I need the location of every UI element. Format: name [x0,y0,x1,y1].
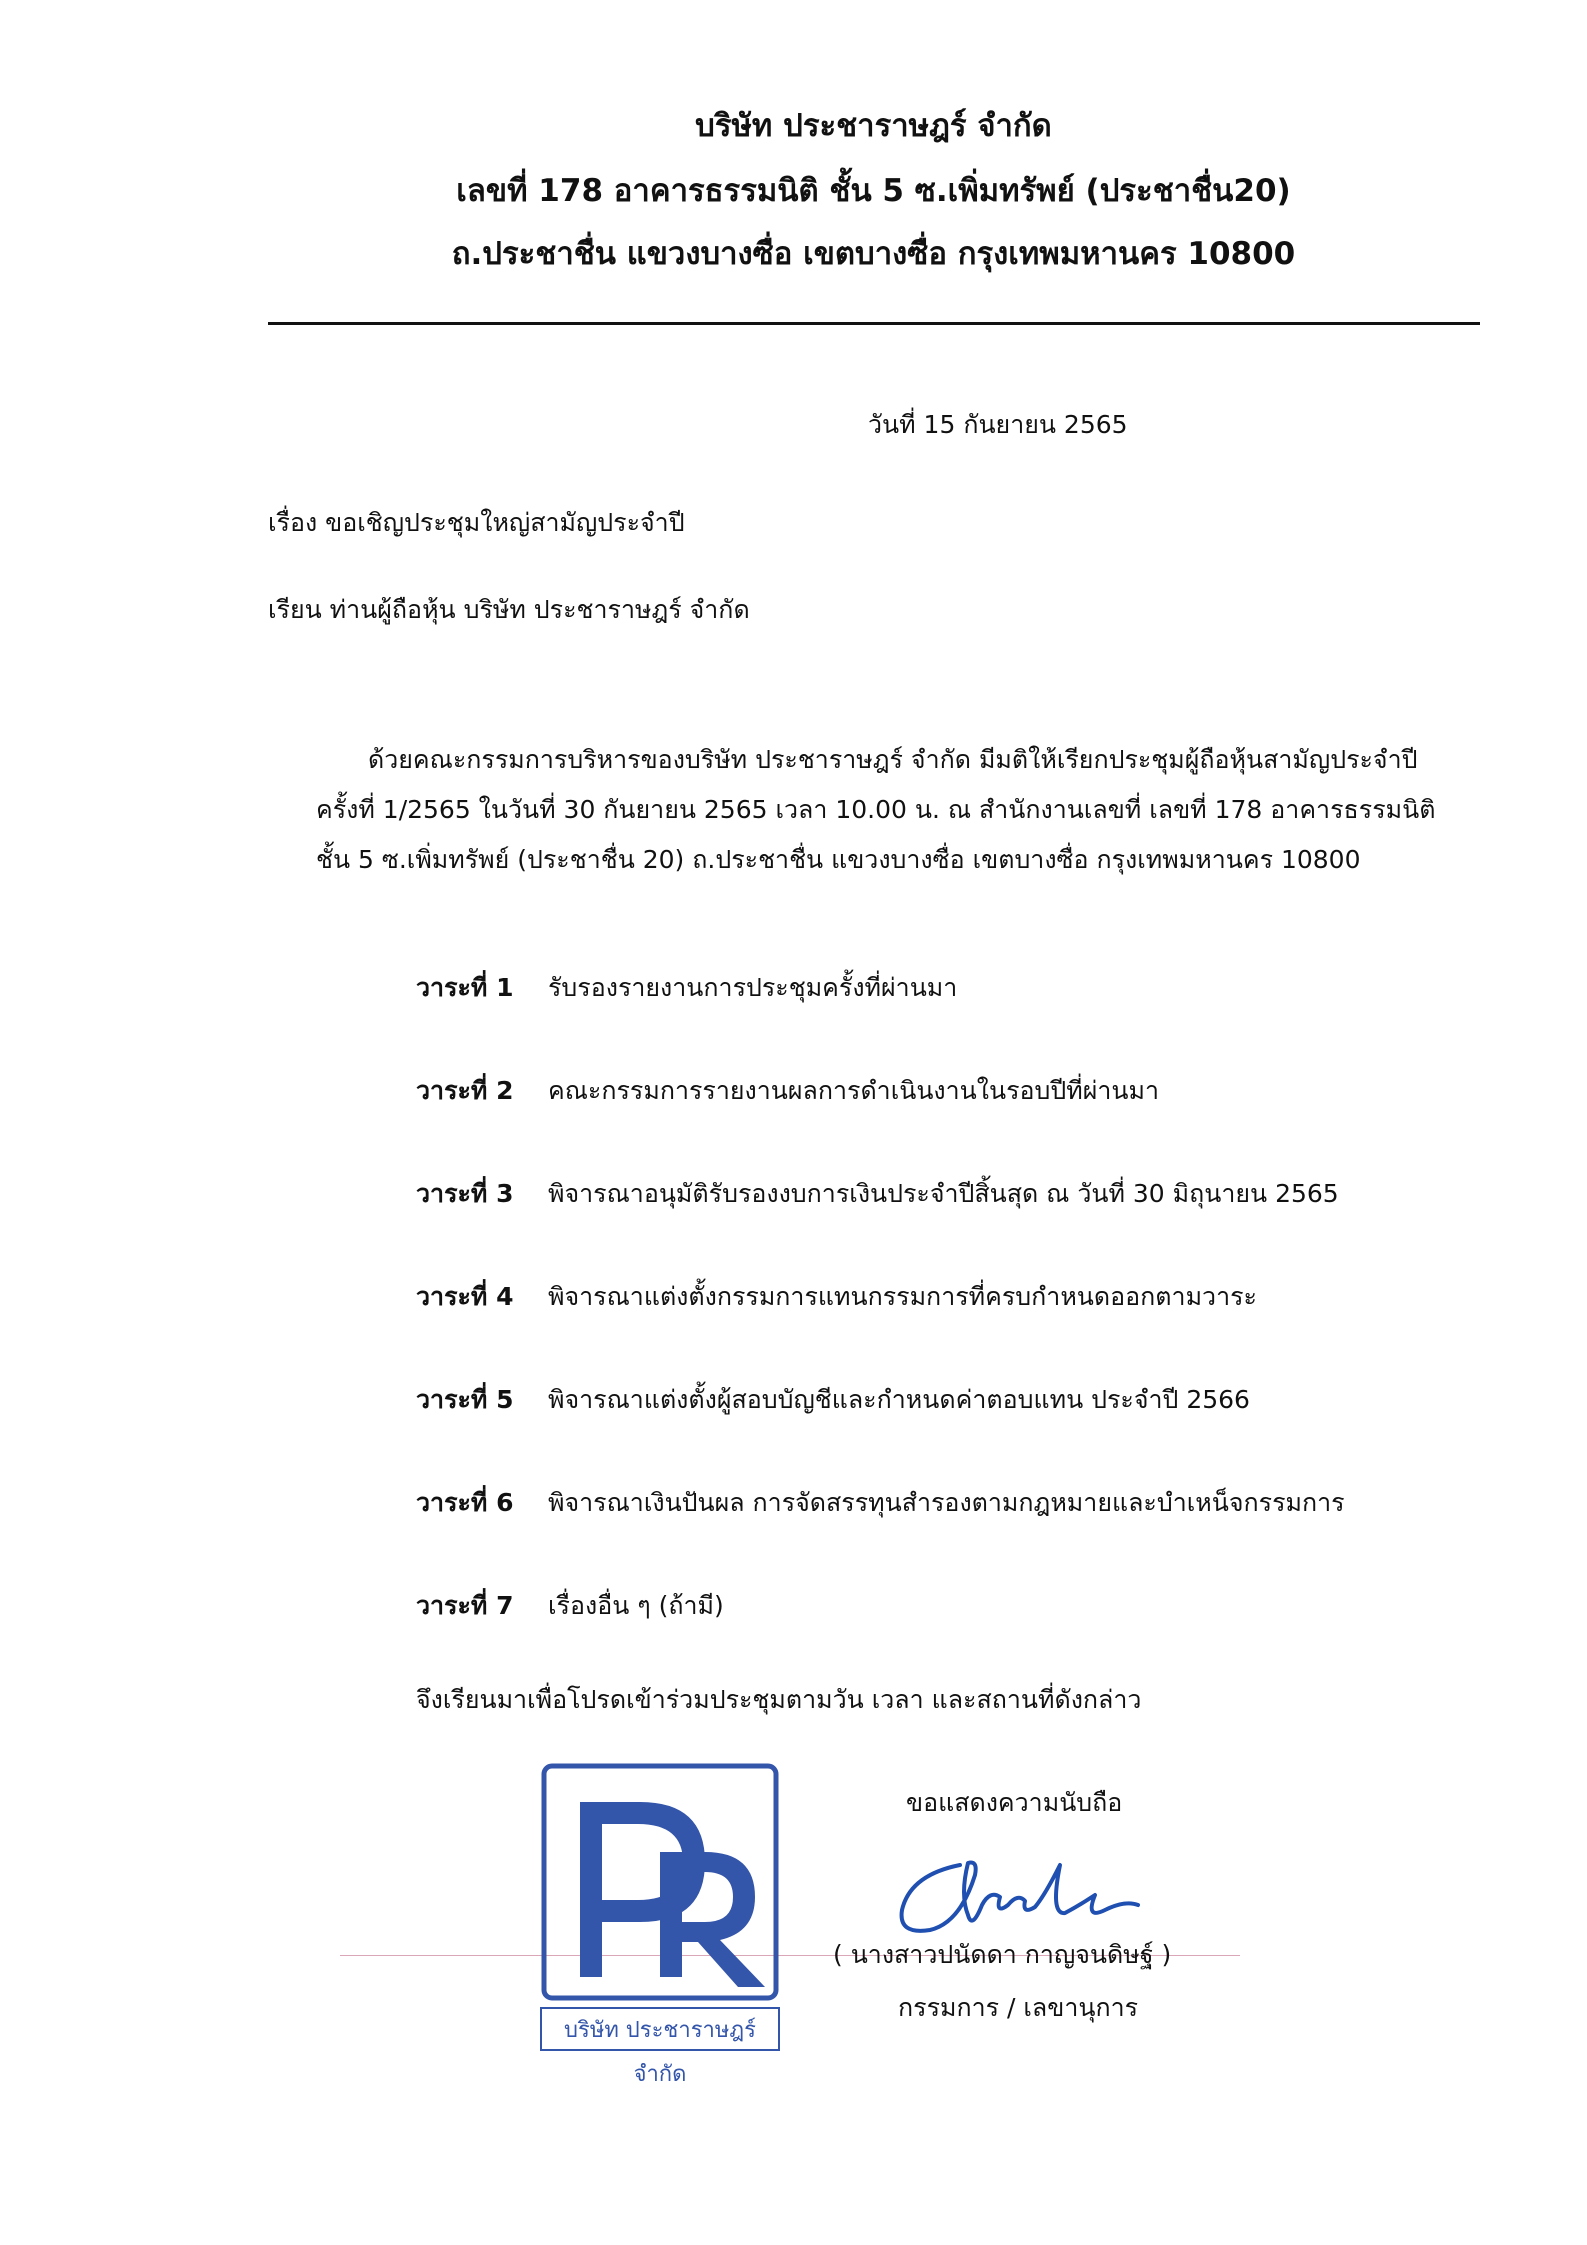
agenda-number: วาระที่ 2 [416,1076,514,1105]
body-line: ครั้งที่ 1/2565 ในวันที่ 30 กันยายน 2565 เวลา 10.00 น. ณ สำนักงานเลขที่ เลขที่ 178 อาคารธรรมนิติ [316,795,1436,824]
agenda-item [416,1586,724,1626]
agenda-number: วาระที่ 6 [416,1488,514,1517]
letter-subject: เรื่อง ขอเชิญประชุมใหญ่สามัญประจำปี [268,508,685,537]
company-name: บริษัท ประชาราษฎร์ จำกัด [695,108,1052,144]
agenda-item [416,968,957,1008]
agenda-item [416,1174,1339,1214]
body-line: ชั้น 5 ซ.เพิ่มทรัพย์ (ประชาชื่น 20) ถ.ประชาชื่น แขวงบางซื่อ เขตบางซื่อ กรุงเทพมหานคร 10800 [316,845,1361,874]
letter-salutation: เรียน ท่านผู้ถือหุ้น บริษัท ประชาราษฎร์ จำกัด [268,595,750,624]
agenda-item [416,1380,1250,1420]
agenda-number: วาระที่ 3 [416,1179,514,1208]
agenda-item [416,1483,1345,1523]
agenda-text: พิจารณาแต่งตั้งกรรมการแทนกรรมการที่ครบกำหนดออกตามวาระ [548,1282,1257,1311]
agenda-text: เรื่องอื่น ๆ (ถ้ามี) [548,1591,724,1620]
company-address-line1: เลขที่ 178 อาคารธรรมนิติ ชั้น 5 ซ.เพิ่มทรัพย์ (ประชาชื่น20) [456,173,1291,209]
agenda-text: พิจารณาอนุมัติรับรองงบการเงินประจำปีสิ้นสุด ณ วันที่ 30 มิถุนายน 2565 [548,1179,1339,1208]
company-stamp [540,1762,780,2087]
agenda-text: คณะกรรมการรายงานผลการดำเนินงานในรอบปีที่ผ่านมา [548,1076,1160,1105]
agenda-number: วาระที่ 5 [416,1385,514,1414]
agenda-item [416,1277,1257,1317]
agenda-text: รับรองรายงานการประชุมครั้งที่ผ่านมา [548,973,958,1002]
agenda-number: วาระที่ 1 [416,973,514,1002]
agenda-text: พิจารณาแต่งตั้งผู้สอบบัญชีและกำหนดค่าตอบแทน ประจำปี 2566 [548,1385,1250,1414]
agenda-item [416,1071,1159,1111]
agenda-number: วาระที่ 4 [416,1282,514,1311]
letter-date: วันที่ 15 กันยายน 2565 [868,410,1128,439]
signatory-title: กรรมการ / เลขานุการ [898,1993,1139,2022]
agenda-text: พิจารณาเงินปันผล การจัดสรรทุนสำรองตามกฎหมายและบำเหน็จกรรมการ [548,1488,1345,1517]
stamp-caption: บริษัท ประชาราษฎร์ จำกัด [540,2007,780,2051]
regards-text: ขอแสดงความนับถือ [906,1788,1123,1817]
company-logo-icon [540,1762,780,2002]
header-divider [268,322,1480,325]
signatory-name: ( นางสาวปนัดดา กาญจนดิษฐ์ ) [833,1940,1172,1969]
company-address-line2: ถ.ประชาชื่น แขวงบางซื่อ เขตบางซื่อ กรุงเทพมหานคร 10800 [451,236,1296,272]
body-line: ด้วยคณะกรรมการบริหารของบริษัท ประชาราษฎร์ จำกัด มีมติให้เรียกประชุมผู้ถือหุ้นสามัญประจำปี [368,745,1418,774]
signature-icon [890,1835,1190,1945]
agenda-number: วาระที่ 7 [416,1591,514,1620]
closing-sentence: จึงเรียนมาเพื่อโปรดเข้าร่วมประชุมตามวัน เวลา และสถานที่ดังกล่าว [416,1685,1142,1714]
